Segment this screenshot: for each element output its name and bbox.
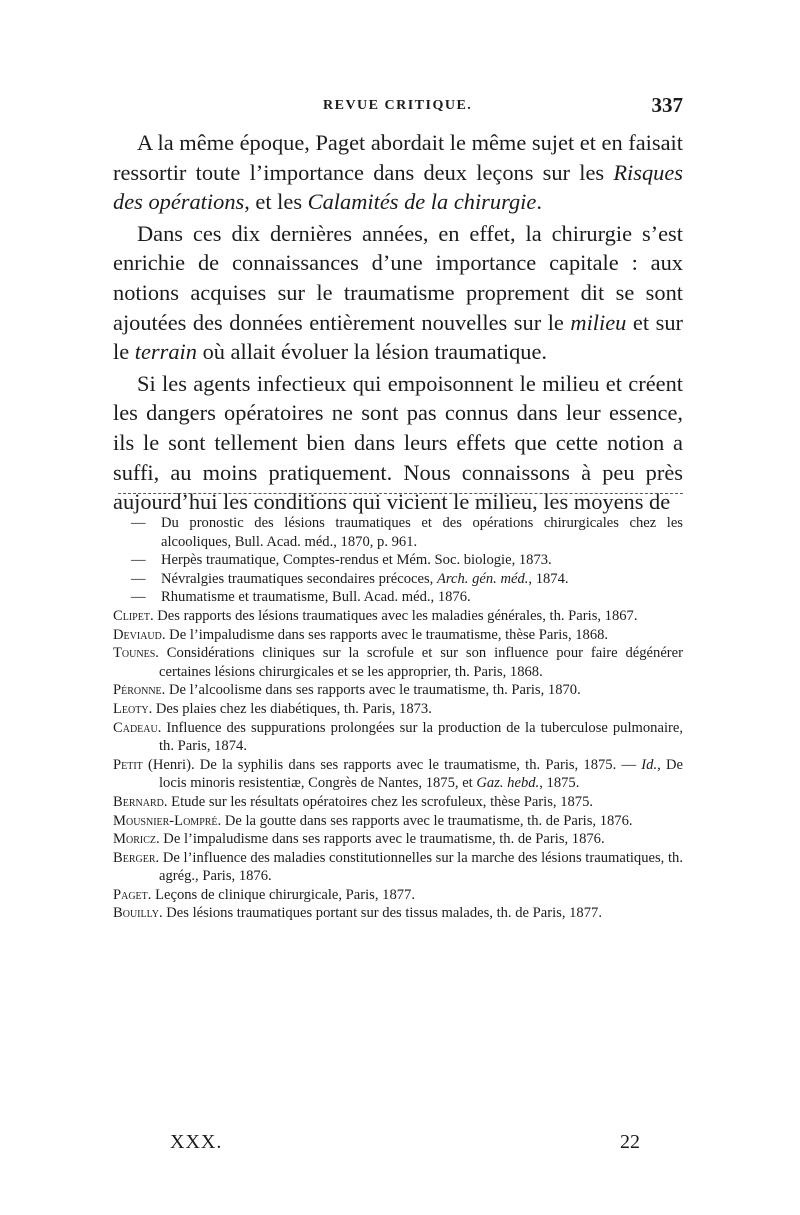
footnote-author: Tounes. (113, 645, 159, 662)
text-run: Des lésions traumatiques portant sur des tissus malades, th. de Paris, 1877. (162, 905, 602, 922)
footnote-separator (118, 493, 683, 494)
footnote-entry (113, 719, 683, 756)
text-run: , 1875. (539, 775, 580, 792)
footnote-author: Leoty. (113, 700, 153, 717)
footnote-author: Bernard. (113, 793, 168, 810)
footnote-author: Moricz. (113, 831, 160, 848)
italic-text: Calamités de la chirurgie (307, 189, 537, 215)
paragraph-1 (113, 128, 683, 217)
italic-text: terrain (134, 339, 197, 365)
ditto-dash: — (131, 589, 146, 606)
footnote-author: Cadeau. (113, 719, 162, 736)
footnote-entry (113, 514, 683, 551)
ditto-dash: — (131, 515, 146, 531)
ditto-dash: — (131, 552, 146, 569)
text-run: Du pronostic des lésions traumatiques et des opérations chirurgicales chez les alcooliques, Bull. Acad. méd., 1870, p. 961. (161, 515, 683, 550)
text-run: Névralgies traumatiques secondaires précoces, (161, 570, 437, 587)
paragraph-3 (113, 369, 683, 517)
text-run: Leçons de clinique chirurgicale, Paris, 1877. (151, 886, 415, 903)
text-run: De l’influence des maladies constitutionnelles sur la marche des lésions traumatiques, th. agrég., Paris, 1876. (159, 849, 683, 885)
footnote-entry (113, 849, 683, 886)
text-run: De l’impaludisme dans ses rapports avec le traumatisme, thèse Paris, 1868. (165, 626, 609, 643)
footnote-author: Clipet. (113, 607, 154, 624)
text-run: Dans ces dix dernières années, en effet, la chirurgie s’est enrichie de connaissances d’une importance capitale : aux notions acquises sur le traumatisme proprement dit se sont ajoutées des données entièrement nouvelles sur le (113, 220, 683, 335)
italic-text: Risques des opérations (113, 159, 683, 215)
footnote-entry (113, 830, 683, 849)
text-run: Influence des suppurations prolongées sur la production de la tuberculose pulmonaire, th. Paris, 1874. (159, 719, 683, 755)
signature-mark: XXX. (170, 1131, 223, 1153)
text-run: Des plaies chez les diabétiques, th. Paris, 1873. (152, 700, 432, 717)
footnote-author: Mousnier-Lompré. (113, 812, 222, 829)
footnote-entry (113, 551, 683, 570)
footnote-entry (113, 793, 683, 812)
text-run: Considérations cliniques sur la scrofule et sur son influence pour faire dégénérer certaines lésions chirurgicales et se les approprier, th. Paris, 1868. (158, 645, 683, 680)
italic-text: Gaz. hebd. (476, 775, 540, 792)
footnote-entry (113, 588, 683, 607)
italic-text: Arch. gén. méd. (436, 570, 529, 587)
text-run: où allait évoluer la lésion traumatique. (196, 339, 548, 365)
footnote-entry (113, 570, 683, 589)
footnote-author: Paget. (113, 886, 152, 903)
page-header (113, 93, 683, 120)
footnote-entry (113, 607, 683, 626)
footnote-entry (113, 626, 683, 645)
ditto-dash: — (131, 570, 146, 587)
page-number: 337 (651, 93, 683, 117)
text-run: , et les (244, 189, 308, 215)
text-run: (Henri). De la syphilis dans ses rapports avec le traumatisme, th. Paris, 1875. — (142, 756, 642, 773)
footnote-entry (113, 681, 683, 700)
bibliography-footnotes (113, 514, 683, 923)
footnote-author: Deviaud. (113, 626, 166, 643)
page-footer (170, 1131, 640, 1157)
text-run: De l’impaludisme dans ses rapports avec le traumatisme, th. de Paris, 1876. (159, 831, 605, 848)
paragraph-2 (113, 219, 683, 367)
footnote-author: Berger. (113, 849, 160, 866)
footnote-entry (113, 700, 683, 719)
text-run: Herpès traumatique, Comptes-rendus et Mém. Soc. biologie, 1873. (161, 552, 552, 569)
text-run: De la goutte dans ses rapports avec le traumatisme, th. de Paris, 1876. (221, 812, 633, 829)
italic-text: Id. (641, 756, 658, 773)
footnote-author: Bouilly. (113, 905, 163, 922)
main-text (113, 128, 683, 519)
footnote-author: Péronne. (113, 682, 166, 699)
footnote-entry (113, 644, 683, 681)
text-run: Etude sur les résultats opératoires chez les scrofuleux, thèse Paris, 1875. (167, 793, 594, 810)
text-run: , 1874. (528, 570, 569, 587)
text-run: Rhumatisme et traumatisme, Bull. Acad. méd., 1876. (161, 589, 471, 606)
text-run: , De locis minoris resistentiæ, Congrès de Nantes, 1875, et (159, 756, 683, 792)
text-run: . (536, 189, 542, 215)
sheet-number: 22 (620, 1131, 640, 1153)
footnote-entry (113, 756, 683, 793)
text-run: et sur le (113, 309, 683, 365)
footnote-entry (113, 886, 683, 905)
text-run: De l’alcoolisme dans ses rapports avec le traumatisme, th. Paris, 1870. (165, 682, 581, 699)
text-run: Si les agents infectieux qui empoisonnent le milieu et créent les dangers opératoires ne sont pas connus dans leur essence, ils le sont tellement bien dans leurs effets que cette notion a suffi, au moins pratiquement. Nous connaissons à peu près aujourd’hui les conditions qui vicient le milieu, les moyens de (113, 370, 683, 515)
footnote-author: Petit (113, 756, 143, 773)
footnote-entry (113, 812, 683, 831)
footnote-entry (113, 904, 683, 923)
running-title: REVUE CRITIQUE. (323, 98, 473, 113)
text-run: A la même époque, Paget abordait le même sujet et en faisait ressortir toute l’importance dans deux leçons sur les (113, 130, 683, 185)
italic-text: milieu (570, 309, 627, 335)
text-run: Des rapports des lésions traumatiques avec les maladies générales, th. Paris, 1867. (153, 607, 638, 624)
